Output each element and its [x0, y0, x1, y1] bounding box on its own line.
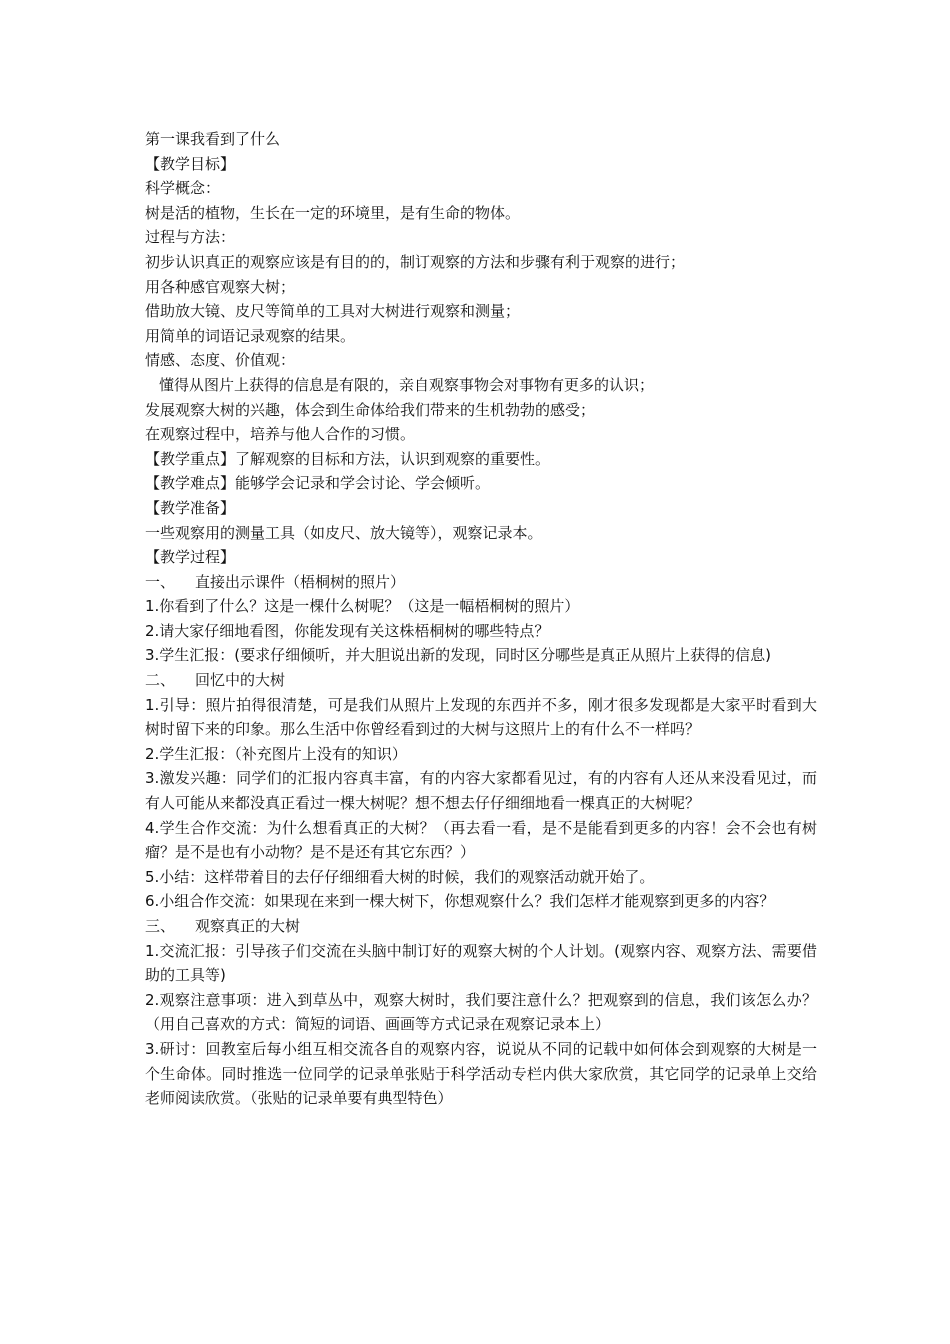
attitude-heading: 情感、态度、价值观： [145, 351, 296, 370]
section-number: 一、 [145, 572, 176, 591]
process-item: 3.研讨：回教室后每小组互相交流各自的观察内容，说说从不同的记载中如何体会到观察的大树是一个生命体。同时推选一位同学的记录单张贴于科学活动专栏内供大家欣赏，其它同学的记录单上交给老师阅读欣赏。（张贴的记录单要有典型特色） [145, 1039, 817, 1108]
concept-text: 树是活的植物，生长在一定的环境里，是有生命的物体。 [145, 203, 521, 222]
process-item: 5.小结：这样带着目的去仔仔细细看大树的时候，我们的观察活动就开始了。 [145, 867, 655, 886]
section-title: 观察真正的大树 [195, 917, 301, 935]
method-item: 用简单的词语记录观察的结果。 [145, 326, 356, 345]
process-heading: 【教学过程】 [145, 548, 236, 567]
section-heading [145, 668, 817, 693]
goals-heading: 【教学目标】 [145, 154, 236, 173]
attitude-item: 发展观察大树的兴趣，体会到生命体给我们带来的生机勃勃的感受； [145, 400, 596, 419]
method-item: 初步认识真正的观察应该是有目的的，制订观察的方法和步骤有利于观察的进行； [145, 252, 686, 271]
concept-heading: 科学概念： [145, 179, 221, 198]
attitude-item: 懂得从图片上获得的信息是有限的，亲自观察事物会对事物有更多的认识； [159, 375, 655, 394]
key-point: 【教学重点】了解观察的目标和方法，认识到观察的重要性。 [145, 449, 551, 468]
process-item: 2.请大家仔细地看图，你能发现有关这株梧桐树的哪些特点？ [145, 621, 550, 640]
attitude-item: 在观察过程中，培养与他人合作的习惯。 [145, 425, 416, 444]
section-heading [145, 570, 817, 595]
process-item: 3.激发兴趣：同学们的汇报内容真丰富，有的内容大家都看见过，有的内容有人还从来没看见过，而有人可能从来都没真正看过一棵大树呢？想不想去仔仔细细地看一棵真正的大树呢？ [145, 769, 817, 813]
process-item: 1.引导：照片拍得很清楚，可是我们从照片上发现的东西并不多，刚才很多发现都是大家平时看到大树时留下来的印象。那么生活中你曾经看到过的大树与这照片上的有什么不一样吗？ [145, 695, 817, 739]
process-item: 1.交流汇报：引导孩子们交流在头脑中制订好的观察大树的个人计划。(观察内容、观察方法、需要借助的工具等) [145, 941, 817, 985]
process-item: 1.你看到了什么？这是一棵什么树呢？（这是一幅梧桐树的照片） [145, 597, 580, 616]
process-item: 4.学生合作交流：为什么想看真正的大树？（再去看一看，是不是能看到更多的内容！会不会也有树瘤？是不是也有小动物？是不是还有其它东西？） [145, 818, 817, 862]
difficulty: 【教学难点】能够学会记录和学会讨论、学会倾听。 [145, 474, 491, 493]
process-item: 6.小组合作交流：如果现在来到一棵大树下，你想观察什么？我们怎样才能观察到更多的内容？ [145, 892, 775, 911]
process-item: 2.观察注意事项：进入到草丛中，观察大树时，我们要注意什么？把观察到的信息，我们该怎么办？（用自己喜欢的方式：简短的词语、画画等方式记录在观察记录本上） [145, 990, 817, 1034]
method-item: 借助放大镜、皮尺等简单的工具对大树进行观察和测量； [145, 302, 521, 321]
prep-text: 一些观察用的测量工具（如皮尺、放大镜等），观察记录本。 [145, 523, 543, 542]
section-number: 二、 [145, 671, 176, 690]
section-title: 直接出示课件（梧桐树的照片） [195, 572, 406, 591]
section-title: 回忆中的大树 [195, 671, 286, 690]
method-heading: 过程与方法： [145, 228, 236, 247]
process-item: 3.学生汇报：(要求仔细倾听，并大胆说出新的发现，同时区分哪些是真正从照片上获得的信息) [145, 646, 772, 665]
section-number: 三、 [145, 917, 176, 935]
process-item: 2.学生汇报：（补充图片上没有的知识） [145, 744, 407, 763]
section-heading [145, 914, 817, 939]
lesson-title: 第一课我看到了什么 [145, 130, 281, 148]
document-body [145, 127, 817, 1111]
method-item: 用各种感官观察大树； [145, 277, 296, 296]
prep-heading: 【教学准备】 [145, 498, 236, 517]
